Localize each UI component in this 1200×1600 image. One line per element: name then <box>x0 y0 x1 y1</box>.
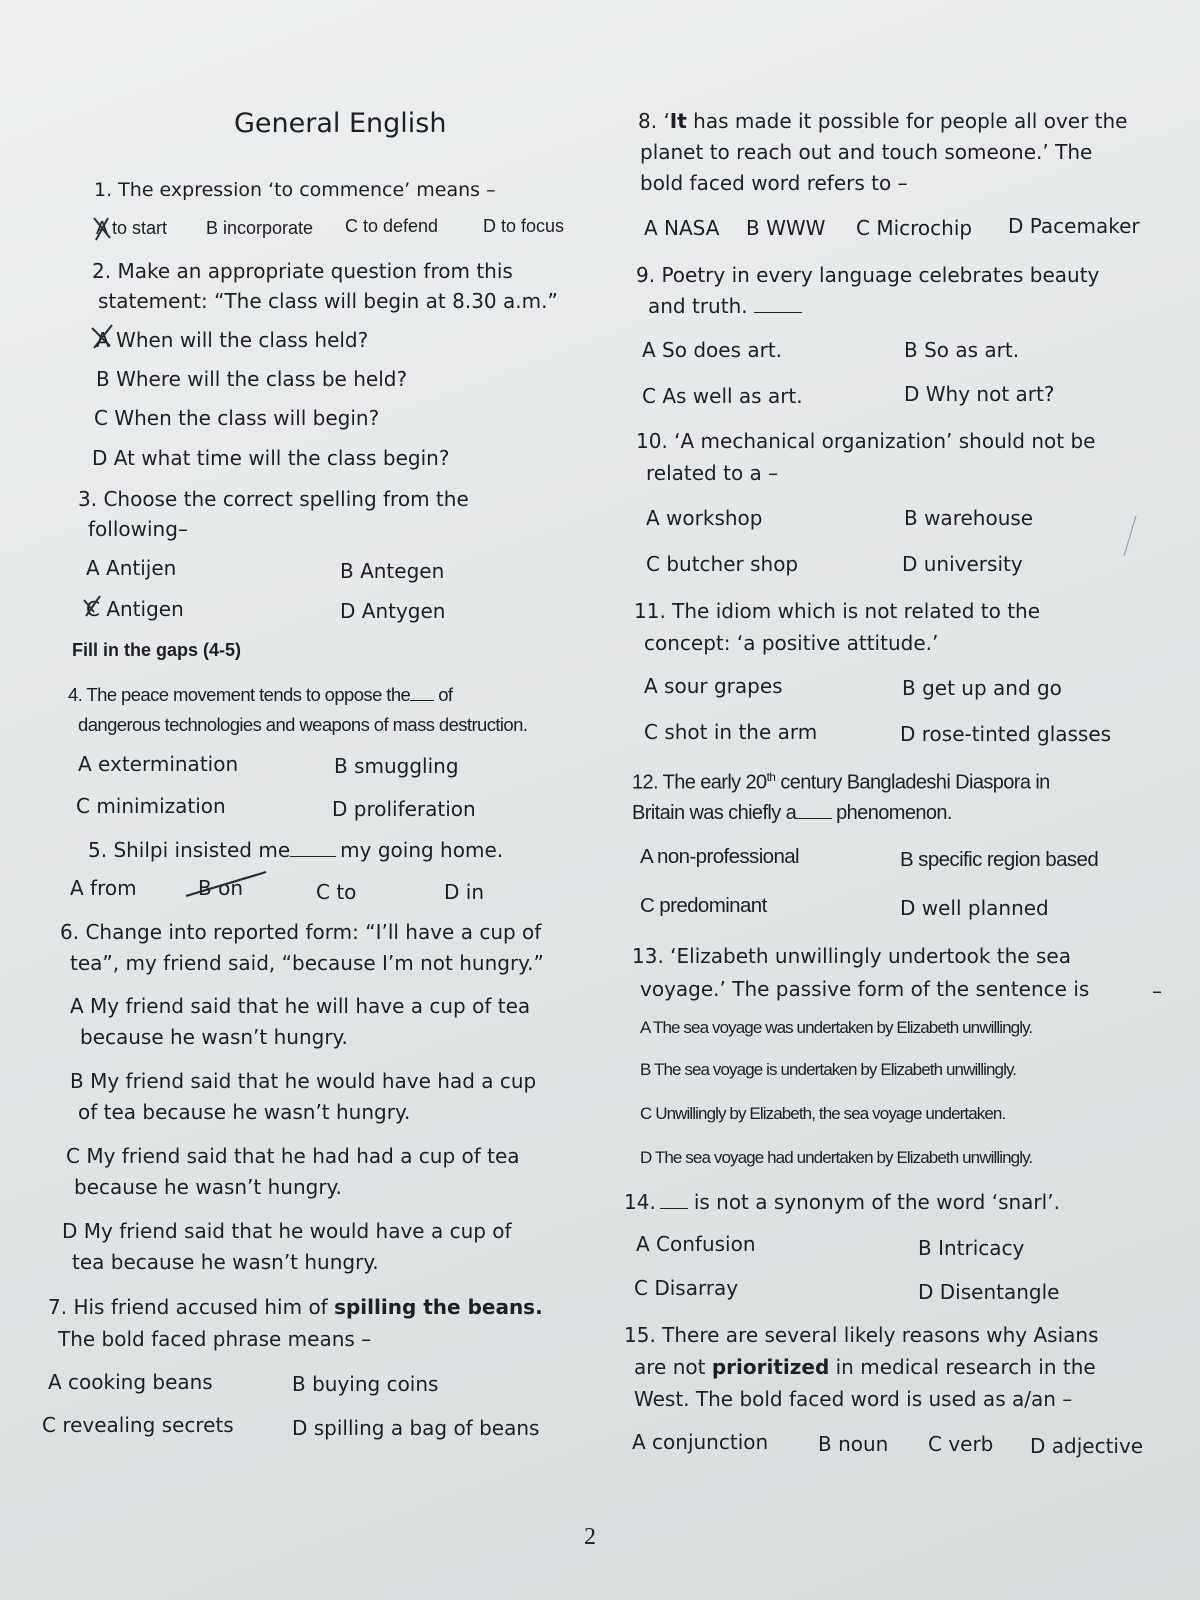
q12-stem-line1-b: century Bangladeshi Diaspora in <box>775 771 1050 794</box>
q8-option-a: A NASA <box>644 216 720 240</box>
q4-stem-line2: dangerous technologies and weapons of mass destruction. <box>78 714 528 735</box>
q5-stem-b: my going home. <box>340 838 504 862</box>
q2-stem-line1: 2. Make an appropriate question from this <box>92 259 513 283</box>
q4-stem-line1-b: of <box>438 684 453 705</box>
q2-option-d: D At what time will the class begin? <box>92 446 450 470</box>
q7-option-d: D spilling a bag of beans <box>292 1416 540 1440</box>
q3-option-c: C Antigen <box>86 597 184 621</box>
q11-option-a: A sour grapes <box>644 674 783 698</box>
q13-stem-line1: 13. ‘Elizabeth unwillingly undertook the sea <box>632 944 1071 968</box>
q8-stem-line2: planet to reach out and touch someone.’ The <box>640 140 1093 164</box>
q14-option-d: D Disentangle <box>918 1280 1060 1304</box>
q8-option-d: D Pacemaker <box>1008 214 1140 238</box>
q7-stem-line1-a: 7. His friend accused him of <box>48 1295 328 1319</box>
q5-option-c: C to <box>316 880 357 904</box>
q1-option-a: A to start <box>96 218 168 238</box>
q12-option-b: B specific region based <box>900 848 1099 871</box>
q1-option-b: B incorporate <box>206 218 314 238</box>
q12-stem-line1-a: 12. The early 20 <box>632 771 767 794</box>
q6-stem-line1: 6. Change into reported form: “I’ll have a cup of <box>60 920 542 944</box>
page-number: 2 <box>584 1524 596 1550</box>
q5-option-a: A from <box>70 876 137 900</box>
q5-stem <box>88 835 503 866</box>
q4-option-b: B smuggling <box>334 754 459 778</box>
q12-stem-line2 <box>632 802 952 825</box>
q6-option-a-line1: A My friend said that he will have a cup of tea <box>70 994 531 1018</box>
q6-option-d-line2: tea because he wasn’t hungry. <box>72 1250 379 1274</box>
q13-option-c: C Unwillingly by Elizabeth, the sea voyage undertaken. <box>640 1104 1006 1123</box>
q14-option-c: C Disarray <box>634 1276 739 1300</box>
q4-option-d: D proliferation <box>332 797 476 821</box>
q12-superscript: th <box>766 770 776 784</box>
q7-stem-line1 <box>48 1292 543 1323</box>
q1-option-c: C to defend <box>345 216 439 236</box>
q2-option-a: A When will the class held? <box>96 328 369 352</box>
q1-option-d: D to focus <box>483 216 565 236</box>
q10-option-c: C butcher shop <box>646 552 799 576</box>
q8-stem-line1 <box>638 106 1128 137</box>
q6-option-c-line2: because he wasn’t hungry. <box>74 1175 342 1199</box>
q14-stem-text: is not a synonym of the word ‘snarl’. <box>693 1190 1060 1214</box>
q4-option-c: C minimization <box>76 794 226 818</box>
q4-stem-line1 <box>68 684 452 706</box>
q14-stem <box>624 1187 1060 1218</box>
q4-blank <box>410 700 434 701</box>
q13-option-d: D The sea voyage had undertaken by Elizabeth unwillingly. <box>640 1148 1033 1167</box>
q12-blank <box>796 818 832 819</box>
q10-stem-line2: related to a – <box>646 461 779 485</box>
q9-stem-line2 <box>648 291 802 322</box>
q10-option-d: D university <box>902 552 1023 576</box>
q8-option-b: B WWW <box>746 216 826 240</box>
q12-option-a: A non-professional <box>640 845 800 868</box>
q14-option-b: B Intricacy <box>918 1236 1025 1260</box>
q8-stem-line1-c: has made it possible for people all over the <box>686 109 1128 133</box>
q5-option-b: B on <box>198 876 243 900</box>
page-title: General English <box>234 108 447 139</box>
q15-stem-line3: West. The bold faced word is used as a/an – <box>634 1387 1073 1411</box>
q7-option-b: B buying coins <box>292 1372 439 1396</box>
q4-option-a: A extermination <box>78 752 239 776</box>
q15-option-c: C verb <box>928 1432 994 1456</box>
q9-option-d: D Why not art? <box>904 382 1055 406</box>
q6-option-b-line2: of tea because he wasn’t hungry. <box>78 1100 411 1124</box>
q15-bold-word: prioritized <box>711 1355 830 1379</box>
q2-stem-line2: statement: “The class will begin at 8.30 a.m.” <box>98 289 558 313</box>
q15-stem-line2 <box>634 1352 1096 1383</box>
q2-option-c: C When the class will begin? <box>94 406 380 430</box>
q10-option-b: B warehouse <box>904 506 1034 530</box>
q9-stem-line1: 9. Poetry in every language celebrates beauty <box>636 263 1100 287</box>
q4-stem-line1-a: 4. The peace movement tends to oppose the <box>68 684 411 705</box>
q5-blank <box>290 856 336 857</box>
q12-stem-line1 <box>632 770 1050 795</box>
q13-stem-line2: voyage.’ The passive form of the sentence is <box>640 977 1090 1001</box>
q13-option-a: A The sea voyage was undertaken by Elizabeth unwillingly. <box>640 1018 1033 1037</box>
q3-option-b: B Antegen <box>340 559 445 583</box>
q3-option-d: D Antygen <box>340 599 446 623</box>
q13-option-b: B The sea voyage is undertaken by Elizabeth unwillingly. <box>640 1060 1017 1079</box>
q14-blank <box>660 1208 688 1209</box>
q5-option-d: D in <box>444 880 484 904</box>
q12-stem-line2-a: Britain was chiefly a <box>632 802 797 824</box>
q9-stem-line2-text: and truth. <box>648 294 748 318</box>
q15-option-a: A conjunction <box>632 1430 769 1454</box>
q5-stem-a: 5. Shilpi insisted me <box>88 838 291 862</box>
q9-option-b: B So as art. <box>904 338 1020 362</box>
q12-option-d: D well planned <box>900 896 1049 920</box>
q7-stem-line2: The bold faced phrase means – <box>58 1327 372 1351</box>
q6-option-d-line1: D My friend said that he would have a cup of <box>62 1219 512 1243</box>
q15-option-b: B noun <box>818 1432 889 1456</box>
fill-gaps-heading: Fill in the gaps (4-5) <box>72 640 242 660</box>
q7-option-c: C revealing secrets <box>42 1413 234 1437</box>
q3-option-a: A Antijen <box>86 556 177 580</box>
q15-stem-line2-c: in medical research in the <box>835 1355 1096 1379</box>
q9-blank <box>754 312 802 313</box>
q9-option-a: A So does art. <box>642 338 783 362</box>
q14-number: 14. <box>624 1190 656 1214</box>
q3-stem-line1: 3. Choose the correct spelling from the <box>78 487 469 511</box>
q11-option-c: C shot in the arm <box>644 720 818 744</box>
q2-option-b: B Where will the class be held? <box>96 367 408 391</box>
q8-bold-word: It <box>669 109 687 133</box>
q3-stem-line2: following– <box>88 517 188 541</box>
q6-option-b-line1: B My friend said that he would have had a cup <box>70 1069 537 1093</box>
q15-stem-line2-a: are not <box>634 1355 706 1379</box>
q12-option-c: C predominant <box>640 894 767 917</box>
q11-option-b: B get up and go <box>902 676 1062 700</box>
q11-option-d: D rose-tinted glasses <box>900 722 1112 746</box>
q11-stem-line2: concept: ‘a positive attitude.’ <box>644 631 939 655</box>
margin-stroke <box>1124 516 1136 556</box>
q7-bold-phrase: spilling the beans. <box>334 1295 543 1319</box>
q8-stem-line3: bold faced word refers to – <box>640 171 908 195</box>
q14-option-a: A Confusion <box>636 1232 756 1256</box>
q12-stem-line2-b: phenomenon. <box>836 802 952 824</box>
q7-option-a: A cooking beans <box>48 1370 213 1394</box>
q10-stem-line1: 10. ‘A mechanical organization’ should not be <box>636 429 1096 453</box>
q11-stem-line1: 11. The idiom which is not related to the <box>634 599 1041 623</box>
q15-stem-line1: 15. There are several likely reasons why Asians <box>624 1323 1099 1347</box>
q13-dash: – <box>1152 979 1162 1003</box>
q6-option-a-line2: because he wasn’t hungry. <box>80 1025 348 1049</box>
q15-option-d: D adjective <box>1030 1434 1144 1458</box>
q10-option-a: A workshop <box>646 506 763 530</box>
q1-stem: 1. The expression ‘to commence’ means – <box>94 179 496 201</box>
q8-stem-line1-a: 8. ‘ <box>638 109 670 133</box>
q6-stem-line2: tea”, my friend said, “because I’m not hungry.” <box>70 951 544 975</box>
q8-option-c: C Microchip <box>856 216 973 240</box>
q6-option-c-line1: C My friend said that he had had a cup of tea <box>66 1144 520 1168</box>
q9-option-c: C As well as art. <box>642 384 803 408</box>
